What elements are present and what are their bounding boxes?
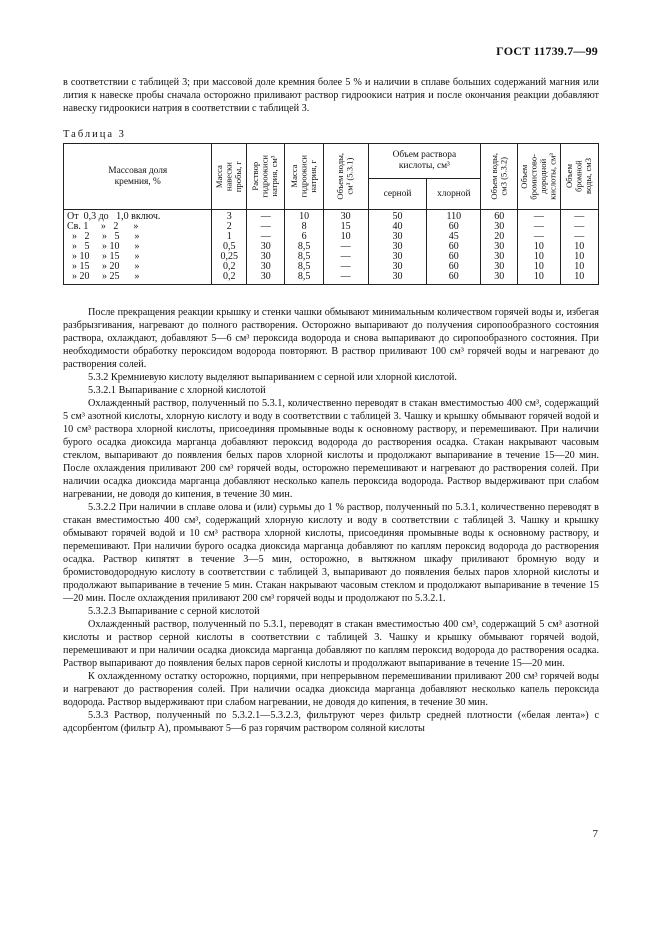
cell-naoh-solution: — bbox=[247, 210, 285, 223]
main-text-block bbox=[63, 306, 599, 735]
cell-bromine-water: — bbox=[560, 210, 598, 223]
cell-naoh-mass: 6 bbox=[285, 232, 323, 242]
cell-bromine-water: 10 bbox=[560, 272, 598, 285]
heading-5-3-2-1: 5.3.2.1 Выпаривание с хлорной кислотой bbox=[88, 385, 266, 396]
header-sulfuric: серной bbox=[368, 179, 427, 210]
header-naoh-mass: Масса гидроокиси натрия, г bbox=[285, 144, 323, 210]
table-row bbox=[64, 252, 599, 262]
cell-sample-mass: 0,25 bbox=[212, 252, 247, 262]
cell-hbr-volume: 10 bbox=[518, 262, 560, 272]
intro-paragraph: в соответствии с таблицей 3; при массовой доле кремния более 5 % и наличии в сплаве больших содержаний магния или лития к навеске пробы сначала осторожно приливают раствор гидроокиси натрия и после окончания реакции добавляют навеску гидроокиси натрия в соответствии с таблицей 3. bbox=[63, 77, 599, 114]
paragraph-cooled-residue: К охлажденному остатку осторожно, порциями, при непрерывном перемешивании приливают 200 см³ горячей воды и нагревают до растворения солей. При наличии осадка диоксида марганца добавляют несколько капель пероксида водорода. Раствор выдерживают при слабом нагревании, не доводя до кипения, в течение 30 мин. bbox=[63, 671, 599, 708]
cell-range: От 0,3 до 1,0 включ. bbox=[64, 210, 212, 223]
cell-bromine-water: — bbox=[560, 222, 598, 232]
cell-sample-mass: 0,5 bbox=[212, 242, 247, 252]
cell-hydrochloric: 60 bbox=[427, 222, 481, 232]
page-number: 7 bbox=[592, 828, 598, 840]
cell-sample-mass: 1 bbox=[212, 232, 247, 242]
cell-range: » 15 » 20 » bbox=[64, 262, 212, 272]
header-naoh-solution: Раствор гидроокиси натрия, см³ bbox=[247, 144, 285, 210]
cell-hydrochloric: 110 bbox=[427, 210, 481, 223]
table-caption: Таблица 3 bbox=[63, 129, 126, 140]
cell-water-volume: 30 bbox=[323, 210, 368, 223]
cell-range: Св. 1 » 2 » bbox=[64, 222, 212, 232]
cell-hbr-volume: 10 bbox=[518, 272, 560, 285]
header-hydrochloric: хлорной bbox=[427, 179, 481, 210]
cell-sulfuric: 30 bbox=[368, 272, 427, 285]
cell-sulfuric: 30 bbox=[368, 252, 427, 262]
cell-sample-mass: 3 bbox=[212, 210, 247, 223]
cell-range: » 5 » 10 » bbox=[64, 242, 212, 252]
cell-naoh-solution: — bbox=[247, 232, 285, 242]
heading-5-3-2-3: 5.3.2.3 Выпаривание с серной кислотой bbox=[88, 606, 260, 617]
header-bromine-water: Объем бромной воды, см3 bbox=[560, 144, 598, 210]
cell-bromine-water: — bbox=[560, 232, 598, 242]
cell-water-volume-2: 30 bbox=[481, 222, 518, 232]
cell-sample-mass: 0,2 bbox=[212, 262, 247, 272]
cell-sulfuric: 30 bbox=[368, 242, 427, 252]
silicon-dissolution-table bbox=[63, 143, 599, 285]
cell-sulfuric: 50 bbox=[368, 210, 427, 223]
intro-text-block bbox=[63, 76, 599, 115]
cell-hydrochloric: 60 bbox=[427, 242, 481, 252]
cell-naoh-mass: 8,5 bbox=[285, 242, 323, 252]
cell-naoh-solution: 30 bbox=[247, 262, 285, 272]
cell-hydrochloric: 45 bbox=[427, 232, 481, 242]
header-water-volume: Объем воды, см³ (5.3.1) bbox=[323, 144, 368, 210]
table-row bbox=[64, 242, 599, 252]
cell-hbr-volume: — bbox=[518, 210, 560, 223]
cell-water-volume-2: 30 bbox=[481, 262, 518, 272]
cell-naoh-solution: 30 bbox=[247, 242, 285, 252]
cell-water-volume-2: 30 bbox=[481, 272, 518, 285]
cell-hbr-volume: — bbox=[518, 232, 560, 242]
cell-naoh-mass: 8,5 bbox=[285, 262, 323, 272]
cell-hbr-volume: — bbox=[518, 222, 560, 232]
cell-naoh-mass: 8,5 bbox=[285, 252, 323, 262]
table-row bbox=[64, 232, 599, 242]
cell-sulfuric: 40 bbox=[368, 222, 427, 232]
cell-bromine-water: 10 bbox=[560, 262, 598, 272]
cell-water-volume-2: 20 bbox=[481, 232, 518, 242]
cell-naoh-solution: 30 bbox=[247, 252, 285, 262]
paragraph-5-3-2: 5.3.2 Кремниевую кислоту выделяют выпариванием с серной или хлорной кислотой. bbox=[88, 372, 457, 383]
cell-range: » 20 » 25 » bbox=[64, 272, 212, 285]
cell-water-volume: 15 bbox=[323, 222, 368, 232]
cell-sulfuric: 30 bbox=[368, 232, 427, 242]
header-sample-mass: Масса навески пробы, г bbox=[212, 144, 247, 210]
header-mass-fraction: Массовая доля кремния, % bbox=[64, 144, 212, 210]
cell-hbr-volume: 10 bbox=[518, 252, 560, 262]
paragraph-5-3-3: 5.3.3 Раствор, полученный по 5.3.2.1—5.3.2.3, фильтруют через фильтр средней плотности («белая лента») с адсорбентом (фильтр А), промывают 5—6 раз горячим раствором соляной кислоты bbox=[63, 710, 599, 734]
cell-hydrochloric: 60 bbox=[427, 252, 481, 262]
cell-sample-mass: 0,2 bbox=[212, 272, 247, 285]
cell-bromine-water: 10 bbox=[560, 242, 598, 252]
cell-water-volume-2: 60 bbox=[481, 210, 518, 223]
cell-naoh-mass: 8 bbox=[285, 222, 323, 232]
header-acid-group: Объем раствора кислоты, см³ bbox=[368, 144, 481, 179]
header-hbr-volume: Объем бромистово- дородной кислоты, см³ bbox=[518, 144, 560, 210]
table-row bbox=[64, 210, 599, 223]
cell-naoh-mass: 10 bbox=[285, 210, 323, 223]
paragraph-sulfuric-evaporation: Охлажденный раствор, полученный по 5.3.1, переводят в стакан вместимостью 400 см³, содержащий 5 см³ азотной кислоты и раствор серной кислоты в соответствии с таблицей 3. Чашку и крышку обмывают горячей водой, перемешивают и при наличии осадка диоксида марганца добавляют по каплям пероксид водорода до растворения осадка. Раствор выпаривают до появления белых паров серной кислоты и продолжают выпаривание в течение 15—20 мин. bbox=[63, 619, 599, 669]
header-water-volume-2: Объем воды, см3 (5.3.2) bbox=[481, 144, 518, 210]
cell-water-volume-2: 30 bbox=[481, 252, 518, 262]
cell-hydrochloric: 60 bbox=[427, 262, 481, 272]
cell-range: » 10 » 15 » bbox=[64, 252, 212, 262]
table-row bbox=[64, 272, 599, 285]
cell-naoh-solution: — bbox=[247, 222, 285, 232]
table-row bbox=[64, 222, 599, 232]
cell-water-volume: — bbox=[323, 242, 368, 252]
document-header: ГОСТ 11739.7—99 bbox=[496, 44, 598, 58]
paragraph-chloric-evaporation: Охлажденный раствор, полученный по 5.3.1, количественно переводят в стакан вместимостью 400 см³, содержащий 5 см³ азотной кислоты, хлорную кислоту и воду в соответствии с таблицей 3. Чашку и крышку обмывают горячей водой и 10 см³ раствора хлорной кислоты, присоединяя промывные воды к основному раствору, и перемешивают. При наличии бурого осадка диоксида марганца добавляют пероксид водорода до растворения осадка. Стакан накрывают часовым стеклом, выпаривают до появления белых паров хлорной кислоты и продолжают выпаривание в течение 15—20 мин. После охлаждения приливают 200 см³ горячей воды, осторожно перемешивают и нагревают до растворения солей. При наличии осадка диоксида марганца добавляют несколько капель пероксида водорода. Раствор выдерживают при слабом нагревании, не доводя до кипения, в течение 30 мин. bbox=[63, 398, 599, 500]
paragraph-reaction: После прекращения реакции крышку и стенки чашки обмывают минимальным количеством горячей воды и, избегая разбрызгивания, нагревают до полного растворения. Осторожно выпаривают до получения сиропообразного состояния раствора, охлаждают, добавляют 5—6 см³ пероксида водорода и снова выпаривают до сиропообразного состояния. При необходимости обработку пероксидом водорода повторяют. В раствор приливают 100 см³ горячей воды и нагревают до растворения солей. bbox=[63, 307, 599, 370]
cell-water-volume: 10 bbox=[323, 232, 368, 242]
cell-water-volume: — bbox=[323, 272, 368, 285]
cell-range: » 2 » 5 » bbox=[64, 232, 212, 242]
cell-hbr-volume: 10 bbox=[518, 242, 560, 252]
paragraph-5-3-2-2: 5.3.2.2 При наличии в сплаве олова и (или) сурьмы до 1 % раствор, полученный по 5.3.1, количественно переводят в стакан вместимостью 400 см³, содержащий хлорную кислоту и воду в соответствии с таблицей 3. Чашку и крышку обмывают горячей водой и 10 см³ раствора хлорной кислоты, присоединяя промывные воды к основному раствору, и перемешивают. При наличии бурого осадка диоксида марганца добавляют по каплям пероксид водорода до растворения осадка. Раствор кипятят в течение 3—5 мин, осторожно, в вытяжном шкафу приливают бромную воду и бромистоводородную кислоту в соответствии с таблицей 3, выпаривают до появления белых паров хлорной кислоты и продолжают выпаривание в течение 5 мин. Стакан накрывают часовым стеклом и продолжают выпаривание в течение 15—20 мин. После охлаждения приливают 200 см³ горячей воды и продолжают по 5.3.2.1. bbox=[63, 502, 599, 604]
cell-sulfuric: 30 bbox=[368, 262, 427, 272]
cell-naoh-mass: 8,5 bbox=[285, 272, 323, 285]
cell-naoh-solution: 30 bbox=[247, 272, 285, 285]
cell-water-volume: — bbox=[323, 262, 368, 272]
cell-sample-mass: 2 bbox=[212, 222, 247, 232]
table-row bbox=[64, 262, 599, 272]
cell-bromine-water: 10 bbox=[560, 252, 598, 262]
cell-hydrochloric: 60 bbox=[427, 272, 481, 285]
cell-water-volume-2: 30 bbox=[481, 242, 518, 252]
cell-water-volume: — bbox=[323, 252, 368, 262]
